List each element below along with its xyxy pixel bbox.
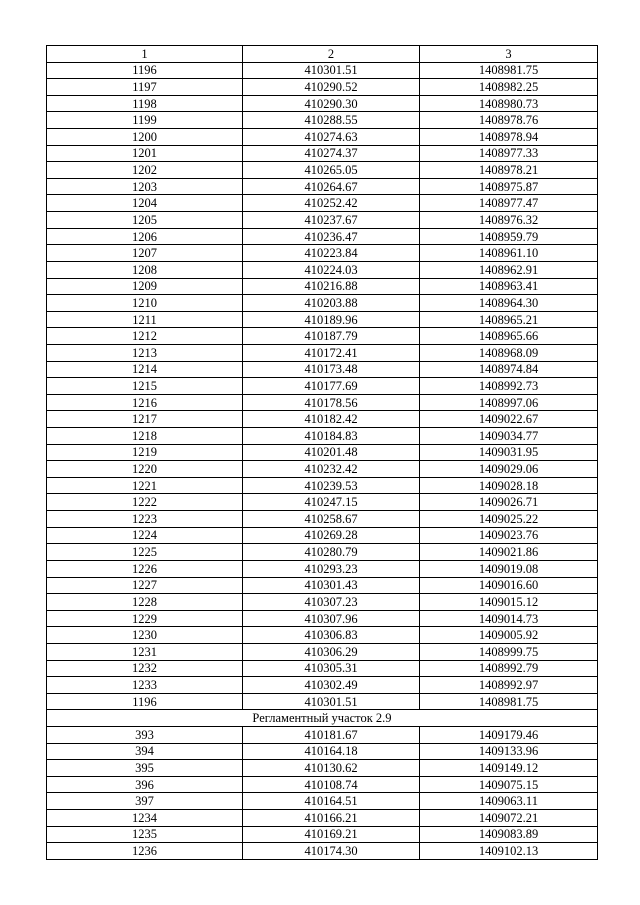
x-coordinate-cell: 410169.21 (243, 826, 420, 843)
x-coordinate-cell: 410239.53 (243, 477, 420, 494)
y-coordinate-cell: 1408977.33 (420, 145, 598, 162)
point-number-cell: 1211 (47, 311, 243, 328)
x-coordinate-cell: 410290.30 (243, 95, 420, 112)
y-coordinate-cell: 1408963.41 (420, 278, 598, 295)
y-coordinate-cell: 1408976.32 (420, 212, 598, 229)
x-coordinate-cell: 410177.69 (243, 378, 420, 395)
table-row (47, 760, 598, 777)
x-coordinate-cell: 410265.05 (243, 162, 420, 179)
table-row (47, 278, 598, 295)
x-coordinate-cell: 410302.49 (243, 677, 420, 694)
y-coordinate-cell: 1409023.76 (420, 527, 598, 544)
table-row (47, 677, 598, 694)
point-number-cell: 1224 (47, 527, 243, 544)
table-row (47, 494, 598, 511)
point-number-cell: 1217 (47, 411, 243, 428)
x-coordinate-cell: 410301.51 (243, 693, 420, 710)
point-number-cell: 1236 (47, 843, 243, 860)
x-coordinate-cell: 410130.62 (243, 760, 420, 777)
point-number-cell: 1231 (47, 643, 243, 660)
header-cell-point: 1 (47, 46, 243, 63)
table-row (47, 776, 598, 793)
point-number-cell: 1198 (47, 95, 243, 112)
y-coordinate-cell: 1408992.73 (420, 378, 598, 395)
table-row (47, 145, 598, 162)
point-number-cell: 1201 (47, 145, 243, 162)
table-row (47, 378, 598, 395)
table-row (47, 444, 598, 461)
table-row (47, 361, 598, 378)
table-body (47, 46, 598, 860)
y-coordinate-cell: 1409083.89 (420, 826, 598, 843)
y-coordinate-cell: 1409031.95 (420, 444, 598, 461)
table-row (47, 112, 598, 129)
x-coordinate-cell: 410203.88 (243, 295, 420, 312)
x-coordinate-cell: 410306.83 (243, 627, 420, 644)
point-number-cell: 1213 (47, 344, 243, 361)
point-number-cell: 1216 (47, 394, 243, 411)
table-row (47, 544, 598, 561)
x-coordinate-cell: 410224.03 (243, 261, 420, 278)
y-coordinate-cell: 1408992.97 (420, 677, 598, 694)
x-coordinate-cell: 410258.67 (243, 511, 420, 528)
point-number-cell: 397 (47, 793, 243, 810)
point-number-cell: 1232 (47, 660, 243, 677)
x-coordinate-cell: 410166.21 (243, 810, 420, 827)
x-coordinate-cell: 410189.96 (243, 311, 420, 328)
y-coordinate-cell: 1409063.11 (420, 793, 598, 810)
y-coordinate-cell: 1408964.30 (420, 295, 598, 312)
point-number-cell: 1197 (47, 79, 243, 96)
x-coordinate-cell: 410237.67 (243, 212, 420, 229)
table-row (47, 79, 598, 96)
y-coordinate-cell: 1409015.12 (420, 594, 598, 611)
table-row (47, 527, 598, 544)
x-coordinate-cell: 410264.67 (243, 178, 420, 195)
point-number-cell: 1225 (47, 544, 243, 561)
y-coordinate-cell: 1408992.79 (420, 660, 598, 677)
point-number-cell: 1206 (47, 228, 243, 245)
point-number-cell: 1208 (47, 261, 243, 278)
y-coordinate-cell: 1408974.84 (420, 361, 598, 378)
y-coordinate-cell: 1409026.71 (420, 494, 598, 511)
table-row (47, 162, 598, 179)
table-row (47, 693, 598, 710)
point-number-cell: 1209 (47, 278, 243, 295)
header-cell-x: 2 (243, 46, 420, 63)
table-row (47, 726, 598, 743)
table-row (47, 560, 598, 577)
table-row (47, 594, 598, 611)
table-row (47, 477, 598, 494)
point-number-cell: 1235 (47, 826, 243, 843)
x-coordinate-cell: 410174.30 (243, 843, 420, 860)
y-coordinate-cell: 1408968.09 (420, 344, 598, 361)
point-number-cell: 1220 (47, 461, 243, 478)
y-coordinate-cell: 1409029.06 (420, 461, 598, 478)
y-coordinate-cell: 1409022.67 (420, 411, 598, 428)
x-coordinate-cell: 410182.42 (243, 411, 420, 428)
table-row (47, 793, 598, 810)
table-row (47, 610, 598, 627)
x-coordinate-cell: 410306.29 (243, 643, 420, 660)
table-row (47, 129, 598, 146)
point-number-cell: 1215 (47, 378, 243, 395)
x-coordinate-cell: 410181.67 (243, 726, 420, 743)
table-row (47, 577, 598, 594)
x-coordinate-cell: 410164.51 (243, 793, 420, 810)
y-coordinate-cell: 1409005.92 (420, 627, 598, 644)
point-number-cell: 1204 (47, 195, 243, 212)
point-number-cell: 393 (47, 726, 243, 743)
point-number-cell: 394 (47, 743, 243, 760)
coordinates-table (46, 45, 598, 860)
table-row (47, 461, 598, 478)
point-number-cell: 1207 (47, 245, 243, 262)
point-number-cell: 1233 (47, 677, 243, 694)
x-coordinate-cell: 410307.23 (243, 594, 420, 611)
table-row (47, 245, 598, 262)
x-coordinate-cell: 410164.18 (243, 743, 420, 760)
table-row (47, 643, 598, 660)
point-number-cell: 1218 (47, 428, 243, 445)
point-number-cell: 1214 (47, 361, 243, 378)
x-coordinate-cell: 410201.48 (243, 444, 420, 461)
table-row (47, 411, 598, 428)
y-coordinate-cell: 1409016.60 (420, 577, 598, 594)
point-number-cell: 1221 (47, 477, 243, 494)
point-number-cell: 1205 (47, 212, 243, 229)
x-coordinate-cell: 410216.88 (243, 278, 420, 295)
x-coordinate-cell: 410223.84 (243, 245, 420, 262)
point-number-cell: 1196 (47, 62, 243, 79)
y-coordinate-cell: 1408981.75 (420, 62, 598, 79)
table-row (47, 826, 598, 843)
table-row (47, 212, 598, 229)
point-number-cell: 1203 (47, 178, 243, 195)
table-row (47, 95, 598, 112)
x-coordinate-cell: 410232.42 (243, 461, 420, 478)
table-row (47, 344, 598, 361)
point-number-cell: 1226 (47, 560, 243, 577)
x-coordinate-cell: 410187.79 (243, 328, 420, 345)
table-row (47, 511, 598, 528)
section-title: Регламентный участок 2.9 (47, 710, 598, 727)
x-coordinate-cell: 410247.15 (243, 494, 420, 511)
table-row (47, 195, 598, 212)
y-coordinate-cell: 1409025.22 (420, 511, 598, 528)
x-coordinate-cell: 410252.42 (243, 195, 420, 212)
y-coordinate-cell: 1408977.47 (420, 195, 598, 212)
x-coordinate-cell: 410307.96 (243, 610, 420, 627)
y-coordinate-cell: 1409149.12 (420, 760, 598, 777)
x-coordinate-cell: 410280.79 (243, 544, 420, 561)
table-row (47, 743, 598, 760)
x-coordinate-cell: 410236.47 (243, 228, 420, 245)
point-number-cell: 1202 (47, 162, 243, 179)
point-number-cell: 1234 (47, 810, 243, 827)
x-coordinate-cell: 410274.37 (243, 145, 420, 162)
point-number-cell: 395 (47, 760, 243, 777)
table-row (47, 660, 598, 677)
table-row (47, 428, 598, 445)
x-coordinate-cell: 410301.43 (243, 577, 420, 594)
y-coordinate-cell: 1408997.06 (420, 394, 598, 411)
point-number-cell: 1219 (47, 444, 243, 461)
table-row (47, 62, 598, 79)
table-row (47, 627, 598, 644)
table-row (47, 261, 598, 278)
x-coordinate-cell: 410305.31 (243, 660, 420, 677)
y-coordinate-cell: 1409014.73 (420, 610, 598, 627)
table-row (47, 843, 598, 860)
y-coordinate-cell: 1408975.87 (420, 178, 598, 195)
y-coordinate-cell: 1409102.13 (420, 843, 598, 860)
x-coordinate-cell: 410301.51 (243, 62, 420, 79)
y-coordinate-cell: 1408965.21 (420, 311, 598, 328)
point-number-cell: 1230 (47, 627, 243, 644)
x-coordinate-cell: 410184.83 (243, 428, 420, 445)
point-number-cell: 1200 (47, 129, 243, 146)
header-cell-y: 3 (420, 46, 598, 63)
y-coordinate-cell: 1408959.79 (420, 228, 598, 245)
y-coordinate-cell: 1408978.94 (420, 129, 598, 146)
x-coordinate-cell: 410172.41 (243, 344, 420, 361)
y-coordinate-cell: 1408981.75 (420, 693, 598, 710)
y-coordinate-cell: 1408980.73 (420, 95, 598, 112)
y-coordinate-cell: 1409034.77 (420, 428, 598, 445)
y-coordinate-cell: 1409021.86 (420, 544, 598, 561)
table-row (47, 311, 598, 328)
point-number-cell: 1227 (47, 577, 243, 594)
table-row (47, 328, 598, 345)
y-coordinate-cell: 1408962.91 (420, 261, 598, 278)
y-coordinate-cell: 1409072.21 (420, 810, 598, 827)
y-coordinate-cell: 1408999.75 (420, 643, 598, 660)
x-coordinate-cell: 410108.74 (243, 776, 420, 793)
y-coordinate-cell: 1408965.66 (420, 328, 598, 345)
table-row (47, 394, 598, 411)
x-coordinate-cell: 410173.48 (243, 361, 420, 378)
x-coordinate-cell: 410274.63 (243, 129, 420, 146)
y-coordinate-cell: 1409075.15 (420, 776, 598, 793)
y-coordinate-cell: 1409019.08 (420, 560, 598, 577)
header-row (47, 46, 598, 63)
point-number-cell: 396 (47, 776, 243, 793)
y-coordinate-cell: 1409179.46 (420, 726, 598, 743)
point-number-cell: 1229 (47, 610, 243, 627)
point-number-cell: 1212 (47, 328, 243, 345)
y-coordinate-cell: 1408978.21 (420, 162, 598, 179)
point-number-cell: 1223 (47, 511, 243, 528)
point-number-cell: 1228 (47, 594, 243, 611)
x-coordinate-cell: 410288.55 (243, 112, 420, 129)
point-number-cell: 1210 (47, 295, 243, 312)
y-coordinate-cell: 1408982.25 (420, 79, 598, 96)
x-coordinate-cell: 410269.28 (243, 527, 420, 544)
table-row (47, 810, 598, 827)
table-row (47, 295, 598, 312)
x-coordinate-cell: 410290.52 (243, 79, 420, 96)
point-number-cell: 1222 (47, 494, 243, 511)
point-number-cell: 1196 (47, 693, 243, 710)
x-coordinate-cell: 410178.56 (243, 394, 420, 411)
y-coordinate-cell: 1408978.76 (420, 112, 598, 129)
table-row (47, 178, 598, 195)
y-coordinate-cell: 1408961.10 (420, 245, 598, 262)
point-number-cell: 1199 (47, 112, 243, 129)
y-coordinate-cell: 1409028.18 (420, 477, 598, 494)
section-row (47, 710, 598, 727)
x-coordinate-cell: 410293.23 (243, 560, 420, 577)
table-row (47, 228, 598, 245)
y-coordinate-cell: 1409133.96 (420, 743, 598, 760)
